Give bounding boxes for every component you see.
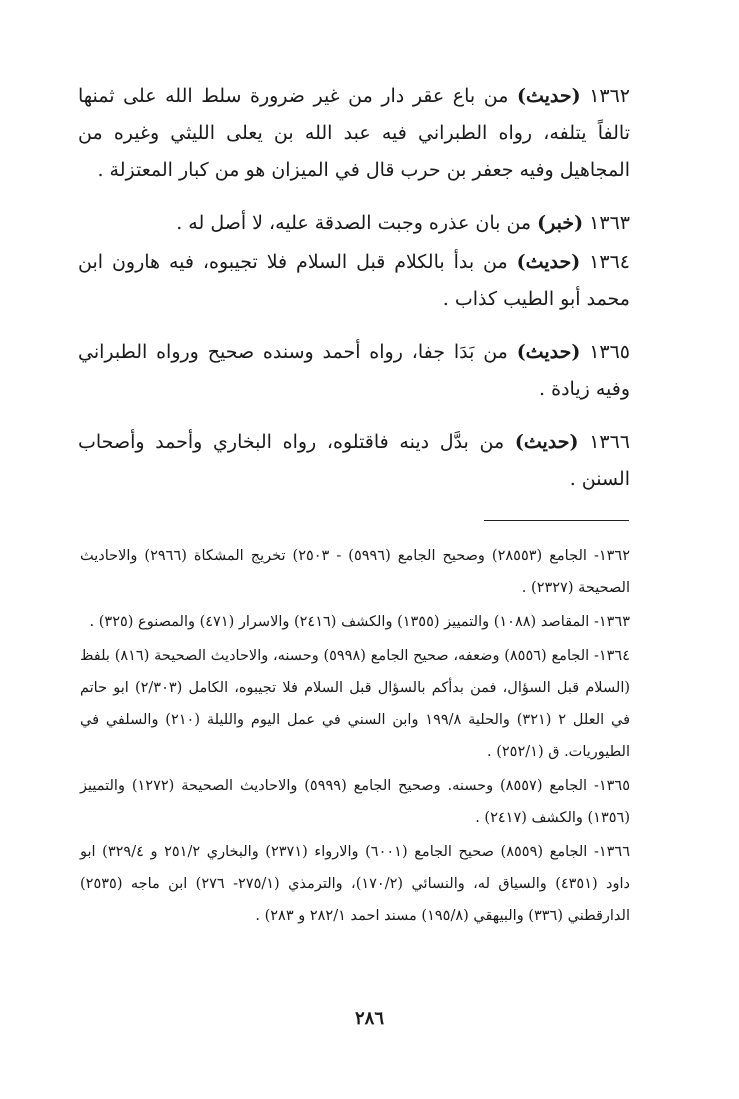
- footnote-number: ١٣٦٥-: [593, 778, 630, 794]
- footnotes: [80, 540, 630, 934]
- entry-type: (حديث): [516, 251, 581, 273]
- entry-text: من باع عقر دار من غير ضرورة سلط الله على ثمنها تالفاً يتلفه، رواه الطبراني فيه عبد الله بن يعلى الليثي وغيره من المجاهيل وفيه جعفر بن حرب قال في الميزان هو من كبار المعتزلة .: [78, 85, 630, 181]
- entry-type: (حديث): [516, 85, 581, 107]
- entry-text: من بان عذره وجبت الصدقة عليه، لا أصل له .: [176, 212, 532, 234]
- entry-1364: [78, 244, 630, 318]
- entry-1363: [78, 205, 630, 242]
- footnote-1365: [80, 770, 630, 834]
- main-text: [78, 78, 630, 514]
- entry-1366: [78, 424, 630, 498]
- footnote-1362: [80, 540, 630, 604]
- footnote-text: الجامع (٨٥٥٩) صحيح الجامع (٦٠٠١) والارواء (٢٣٧١) والبخاري ٢٥١/٢ و ٣٢٩/٤) ابو داود (٤٣٥١) والسياق له، والنسائي (١٧٠/٢)، والترمذي (٢٧٥/١- ٢٧٦) ابن ماجه (٢٥٣٥) الدارقطني (٣٣٦) والبيهقي (١٩٥/٨) مسند احمد ٢٨٢/١ و ٢٨٣) .: [80, 844, 631, 924]
- footnote-number: ١٣٦٣-: [593, 614, 630, 630]
- footnote-1364: [80, 640, 630, 768]
- entry-number: ١٣٦٤: [589, 251, 630, 273]
- entry-1365: [78, 334, 630, 408]
- footnote-text: الجامع (٨٥٥٦) وضعفه، صحيح الجامع (٥٩٩٨) وحسنه، والاحاديث الصحيحة (٨١٦) بلفظ (السلام قبل السؤال، فمن بدأكم بالسؤال قبل السلام فلا تجيبوه، الكامل (٢/٣٠٣) ابو حاتم في العلل ٢ (٣٢١) والحلية ١٩٩/٨ وابن السني في عمل اليوم والليلة (٢١٠) والسلفي في الطيوريات. ق (٢٥٢/١) .: [80, 648, 631, 760]
- footnote-number: ١٣٦٦-: [593, 844, 630, 860]
- footnote-number: ١٣٦٤-: [593, 648, 631, 664]
- footnote-divider: [484, 520, 629, 521]
- footnote-text: الجامع (٨٥٥٧) وحسنه. وصحيح الجامع (٥٩٩٩) والاحاديث الصحيحة (١٢٧٢) والتمييز (١٣٥٦) والكشف (٢٤١٧) .: [80, 778, 630, 826]
- entry-type: (حديث): [514, 431, 579, 453]
- entry-number: ١٣٦٣: [589, 212, 630, 234]
- page-number: ٢٨٦: [354, 1008, 384, 1029]
- entry-number: ١٣٦٥: [589, 341, 631, 363]
- footnote-text: المقاصد (١٠٨٨) والتمييز (١٣٥٥) والكشف (٢٤١٦) والاسرار (٤٧١) والمصنوع (٣٢٥) .: [89, 614, 590, 630]
- entry-1362: [78, 78, 630, 189]
- entry-number: ١٣٦٦: [589, 431, 631, 453]
- entry-text: من بَدَا جفا، رواه أحمد وسنده صحيح ورواه الطبراني وفيه زيادة .: [78, 341, 630, 400]
- entry-text: من بدأ بالكلام قبل السلام فلا تجيبوه، فيه هارون ابن محمد أبو الطيب كذاب .: [78, 251, 630, 310]
- footnote-number: ١٣٦٢-: [593, 548, 630, 564]
- entry-type: (خبر): [537, 212, 584, 234]
- entry-number: ١٣٦٢: [589, 85, 631, 107]
- entry-text: من بدَّل دينه فاقتلوه، رواه البخاري وأحمد وأصحاب السنن .: [78, 431, 630, 490]
- footnote-text: الجامع (٢٨٥٥٣) وصحيح الجامع (٥٩٩٦) - ٢٥٠٣) تخريج المشكاة (٢٩٦٦) والاحاديث الصحيحة (٢٣٢٧) .: [80, 548, 630, 596]
- footnote-1363: [80, 606, 630, 638]
- footnote-1366: [80, 836, 630, 932]
- entry-type: (حديث): [516, 341, 581, 363]
